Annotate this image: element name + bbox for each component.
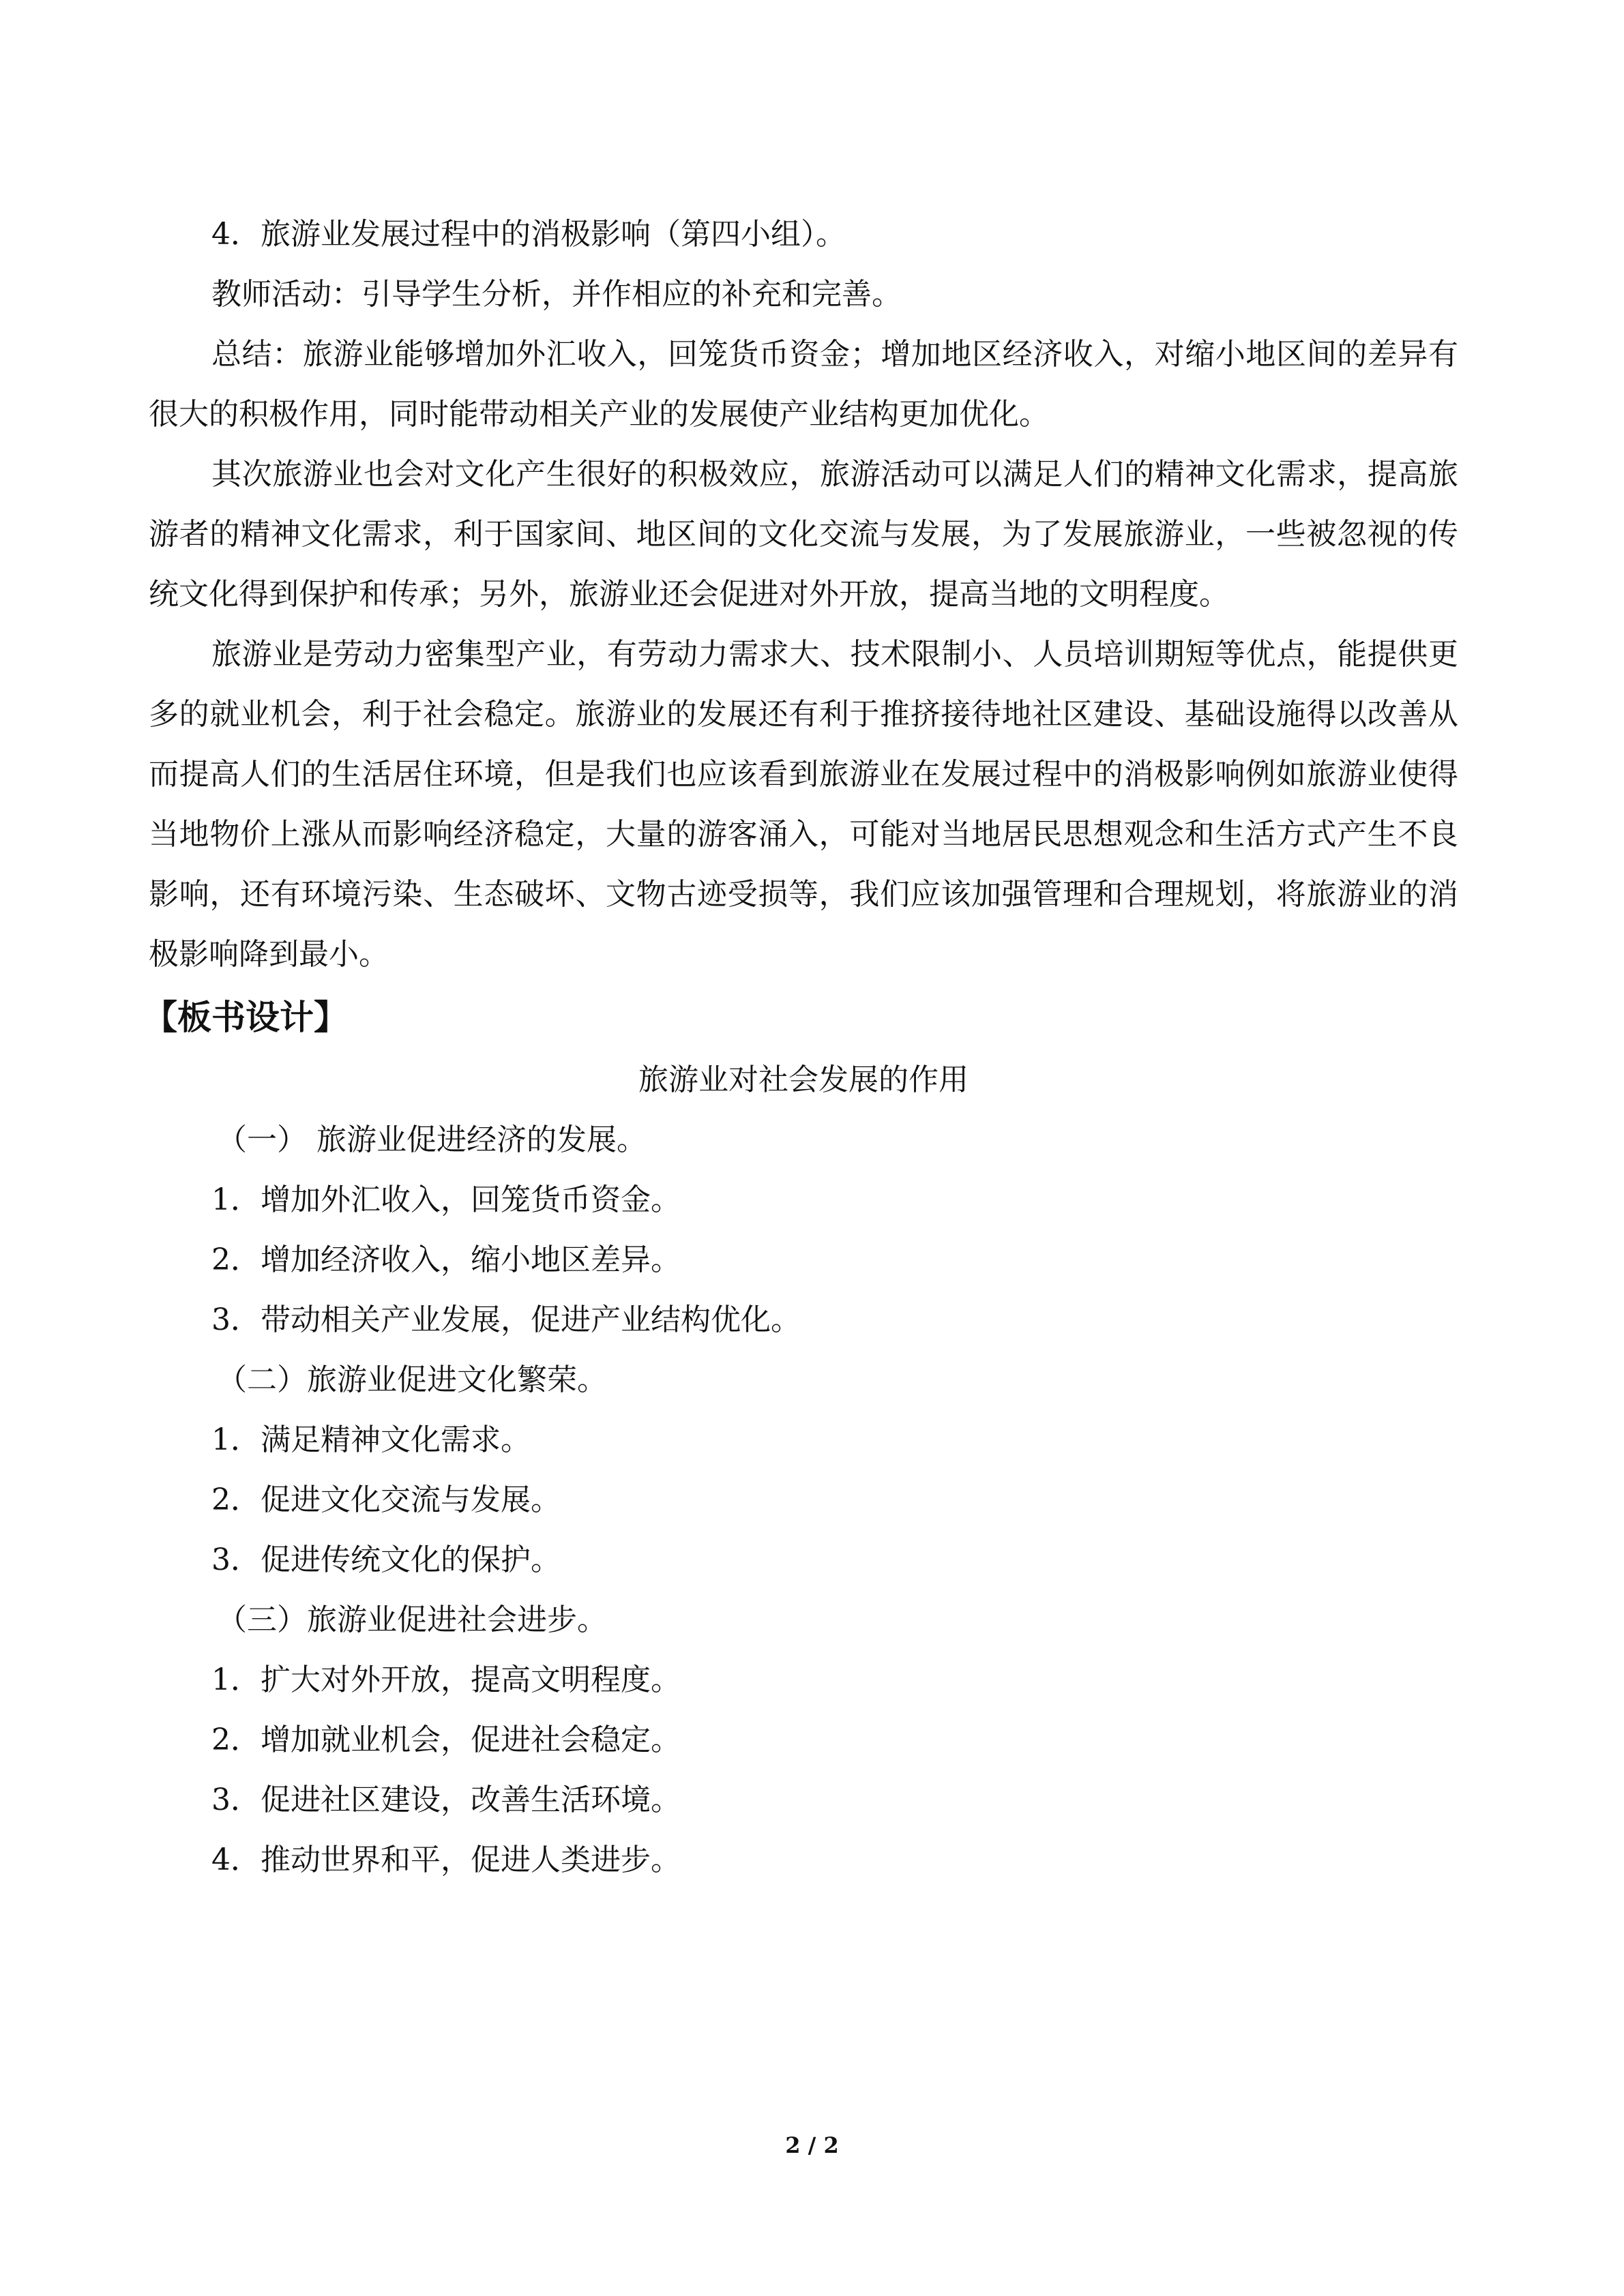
paragraph-negative-impact-item: 4．旅游业发展过程中的消极影响（第四小组）。 bbox=[211, 217, 846, 252]
board-item: 3．促进社区建设，改善生活环境。 bbox=[211, 1783, 681, 1817]
board-item: 2．促进文化交流与发展。 bbox=[211, 1482, 561, 1517]
board-section-culture: （二）旅游业促进文化繁荣。 bbox=[217, 1362, 607, 1397]
section-heading-board-design: 【板书设计】 bbox=[143, 998, 348, 1037]
board-item: 2．增加经济收入，缩小地区差异。 bbox=[211, 1242, 681, 1277]
board-item: 4．推动世界和平，促进人类进步。 bbox=[211, 1843, 681, 1877]
paragraph-teacher-activity: 教师活动：引导学生分析，并作相应的补充和完善。 bbox=[211, 277, 902, 312]
page-content bbox=[143, 205, 1458, 1890]
board-item: 1．增加外汇收入，回笼货币资金。 bbox=[211, 1182, 681, 1217]
board-section-economy: （一） 旅游业促进经济的发展。 bbox=[217, 1122, 647, 1157]
paragraph-culture-effect: 其次旅游业也会对文化产生很好的积极效应，旅游活动可以满足人们的精神文化需求，提高旅游者的精神文化需求，利于国家间、地区间的文化交流与发展，为了发展旅游业，一些被忽视的传统文化得到保护和传承；另外，旅游业还会促进对外开放，提高当地的文明程度。 bbox=[149, 457, 1458, 612]
paragraph-summary: 总结：旅游业能够增加外汇收入，回笼货币资金；增加地区经济收入，对缩小地区间的差异有很大的积极作用，同时能带动相关产业的发展使产业结构更加优化。 bbox=[149, 337, 1458, 432]
board-item: 1．扩大对外开放，提高文明程度。 bbox=[211, 1663, 681, 1697]
board-item: 3．促进传统文化的保护。 bbox=[211, 1542, 561, 1577]
board-title: 旅游业对社会发展的作用 bbox=[638, 1062, 969, 1097]
board-section-society: （三）旅游业促进社会进步。 bbox=[217, 1602, 607, 1637]
page-number: 2 / 2 bbox=[785, 2132, 839, 2158]
board-item: 2．增加就业机会，促进社会稳定。 bbox=[211, 1723, 681, 1757]
paragraph-employment-and-negatives: 旅游业是劳动力密集型产业，有劳动力需求大、技术限制小、人员培训期短等优点，能提供更多的就业机会，利于社会稳定。旅游业的发展还有利于推挤接待地社区建设、基础设施得以改善从而提高人们的生活居住环境，但是我们也应该看到旅游业在发展过程中的消极影响例如旅游业使得当地物价上涨从而影响经济稳定，大量的游客涌入，可能对当地居民思想观念和生活方式产生不良影响，还有环境污染、生态破坏、文物古迹受损等，我们应该加强管理和合理规划，将旅游业的消极影响降到最小。 bbox=[149, 637, 1458, 972]
board-item: 3．带动相关产业发展，促进产业结构优化。 bbox=[211, 1302, 801, 1337]
board-item: 1．满足精神文化需求。 bbox=[211, 1422, 531, 1457]
